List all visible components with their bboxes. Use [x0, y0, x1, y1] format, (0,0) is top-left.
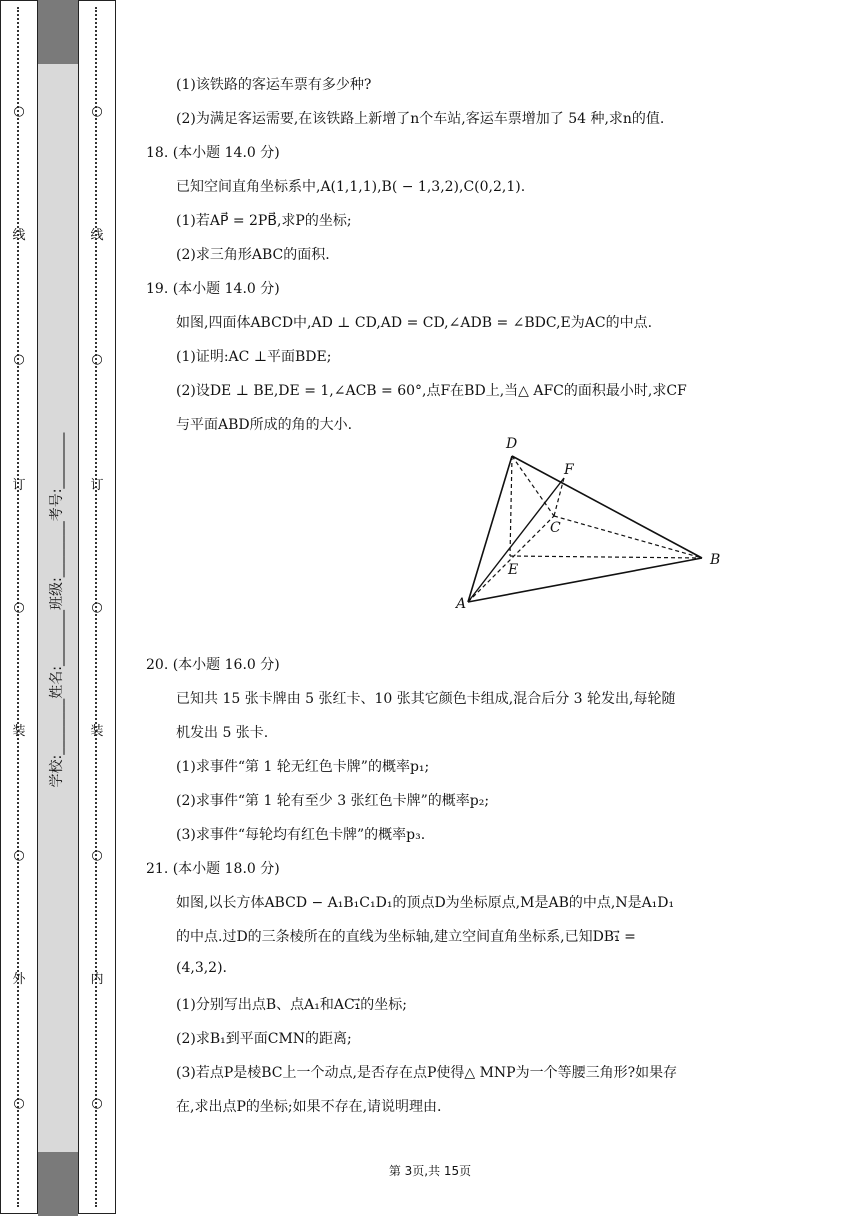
page-footer: 第 3页,共 15页	[388, 1164, 472, 1178]
inner-mark: ○	[91, 104, 103, 119]
outer-mark: 外	[12, 972, 26, 987]
label-B: B	[710, 552, 721, 568]
q19-part1: (1)证明:AC ⊥平面BDE;	[176, 349, 332, 365]
q19-stem: 如图,四面体ABCD中,AD ⊥ CD,AD = CD,∠ADB = ∠BDC,E为AC的中点.	[176, 315, 653, 331]
outer-mark: 订	[12, 478, 26, 493]
q17-part1: (1)该铁路的客运车票有多少种?	[176, 77, 372, 93]
q17-part2: (2)为满足客运需要,在该铁路上新增了n个车站,客运车票增加了 54 种,求n的值.	[176, 111, 665, 127]
outer-mark: ○	[13, 104, 25, 119]
strip-cap-top	[38, 0, 78, 64]
tetrahedron-figure	[450, 430, 730, 610]
q20-stem: 已知共 15 张卡牌由 5 张红卡、10 张其它颜色卡组成,混合后分 3 轮发出,每轮随	[176, 691, 676, 707]
student-info-strip	[38, 0, 78, 1216]
outer-mark: 装	[12, 724, 26, 739]
binding-margin	[0, 0, 118, 1216]
q21-header: 21. (本小题 18.0 分)	[146, 861, 280, 877]
label-A: A	[456, 596, 467, 610]
q20-part2: (2)求事件“第 1 轮有至少 3 张红色卡牌”的概率p₂;	[176, 793, 490, 809]
edge-DB	[512, 456, 702, 558]
inner-mark: 线	[90, 228, 104, 243]
outer-mark: 线	[12, 228, 26, 243]
q18-stem: 已知空间直角坐标系中,A(1,1,1),B( − 1,3,2),C(0,2,1).	[176, 179, 526, 195]
segment-EB	[510, 556, 702, 558]
label-C: C	[550, 520, 561, 536]
q19-part2-cont: 与平面ABD所成的角的大小.	[176, 417, 353, 433]
q20-header: 20. (本小题 16.0 分)	[146, 657, 280, 673]
edge-CB	[554, 516, 702, 558]
student-info-text: 学校:________姓名:________班级:________考号:________	[49, 432, 65, 788]
label-E: E	[508, 562, 519, 578]
q21-part3: (3)若点P是棱BC上一个动点,是否存在点P使得△ MNP为一个等腰三角形?如果存	[176, 1065, 678, 1081]
q20-part3: (3)求事件“每轮均有红色卡牌”的概率p₃.	[176, 827, 426, 843]
label-D: D	[506, 436, 518, 452]
q19-part2: (2)设DE ⊥ BE,DE = 1,∠ACB = 60°,点F在BD上,当△ AFC的面积最小时,求CF	[176, 383, 687, 399]
segment-DE	[510, 456, 512, 556]
inner-mark: ○	[91, 1096, 103, 1111]
q21-stem: 如图,以长方体ABCD − A₁B₁C₁D₁的顶点D为坐标原点,M是AB的中点,N是A₁D₁	[176, 895, 675, 911]
inner-mark: 内	[90, 972, 104, 987]
label-F: F	[564, 462, 574, 478]
q21-part1: (1)分别写出点B、点A₁和AC₁⃗的坐标;	[176, 997, 407, 1013]
q21-stem-cont: 的中点.过D的三条棱所在的直线为坐标轴,建立空间直角坐标系,已知DB₁⃗ =	[176, 929, 636, 945]
outer-mark: ○	[13, 848, 25, 863]
outer-mark: ○	[13, 600, 25, 615]
edge-DC	[512, 456, 554, 516]
inner-mark: ○	[91, 600, 103, 615]
q18-part1: (1)若AP⃗ = 2PB⃗,求P的坐标;	[176, 213, 352, 229]
q19-header: 19. (本小题 14.0 分)	[146, 281, 280, 297]
inner-mark: ○	[91, 352, 103, 367]
segment-AF	[468, 478, 564, 602]
inner-mark: ○	[91, 848, 103, 863]
edge-AB	[468, 558, 702, 602]
q21-stem-end: (4,3,2).	[176, 960, 227, 976]
outer-mark: ○	[13, 1096, 25, 1111]
outer-mark: ○	[13, 352, 25, 367]
q21-part3-cont: 在,求出点P的坐标;如果不存在,请说明理由.	[176, 1099, 442, 1115]
outer-seal-strip	[0, 0, 38, 1214]
inner-mark: 装	[90, 724, 104, 739]
student-info	[38, 380, 74, 840]
q18-part2: (2)求三角形ABC的面积.	[176, 247, 330, 263]
q20-part1: (1)求事件“第 1 轮无红色卡牌”的概率p₁;	[176, 759, 430, 775]
inner-seal-strip	[78, 0, 116, 1214]
q18-header: 18. (本小题 14.0 分)	[146, 145, 280, 161]
inner-mark: 订	[90, 478, 104, 493]
q20-stem-cont: 机发出 5 张卡.	[176, 725, 269, 741]
q21-part2: (2)求B₁到平面CMN的距离;	[176, 1031, 352, 1047]
